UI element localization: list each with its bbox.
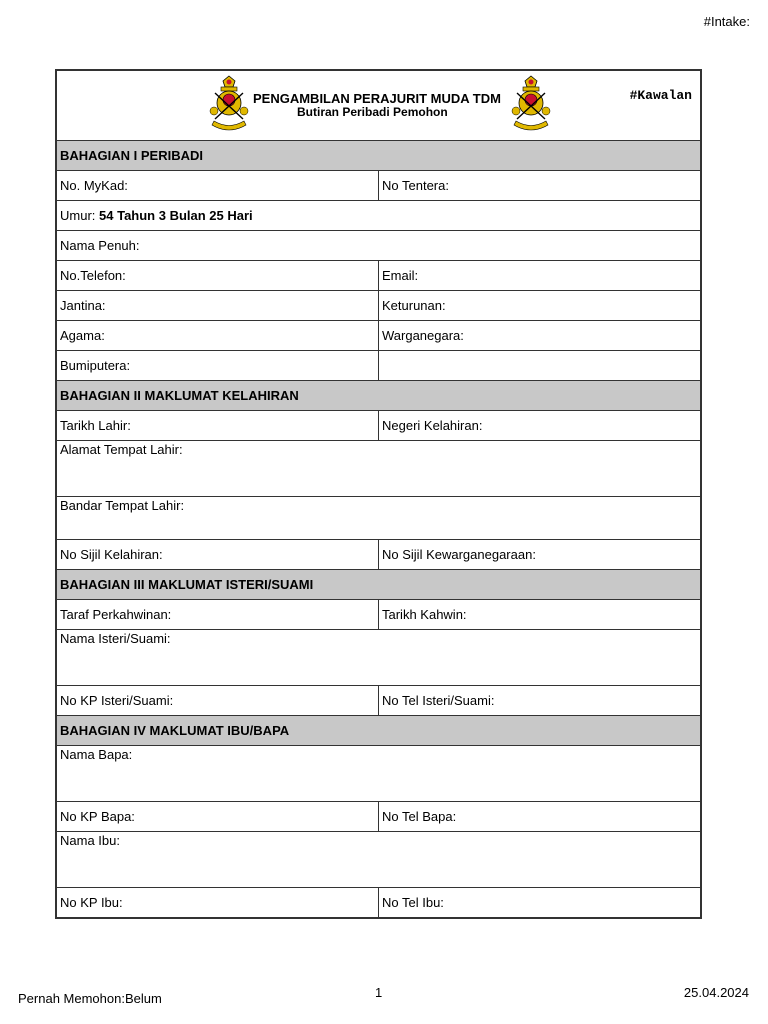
section-header-isteri-suami <box>57 570 700 600</box>
umur-value: 54 Tahun 3 Bulan 25 Hari <box>99 208 253 223</box>
army-crest-icon <box>510 75 552 137</box>
form-row <box>57 686 700 716</box>
form-subtitle: Butiran Peribadi Pemohon <box>297 105 448 119</box>
application-form <box>55 69 702 919</box>
print-date: 25.04.2024 <box>683 985 749 1000</box>
agama-field: Agama: <box>57 321 379 350</box>
form-row <box>57 321 700 351</box>
form-title: PENGAMBILAN PERAJURIT MUDA TDM <box>253 91 501 106</box>
form-row <box>57 261 700 291</box>
tarikh-lahir-field: Tarikh Lahir: <box>57 411 379 440</box>
taraf-perkahwinan-field: Taraf Perkahwinan: <box>57 600 379 629</box>
email-field: Email: <box>382 268 419 283</box>
mykad-field: No. MyKad: <box>57 171 379 200</box>
tel-isteri-suami-field: No Tel Isteri/Suami: <box>382 693 495 708</box>
section-header-ibu-bapa <box>57 716 700 746</box>
page-number: 1 <box>375 985 383 1000</box>
no-tentera-field: No Tentera: <box>382 178 449 193</box>
pernah-memohon-status: Pernah Memohon:Belum <box>18 991 162 1006</box>
keturunan-field: Keturunan: <box>382 298 446 313</box>
section-header-kelahiran <box>57 381 700 411</box>
tel-ibu-field: No Tel Ibu: <box>382 895 444 910</box>
form-row <box>57 231 700 261</box>
form-row <box>57 411 700 441</box>
form-row <box>57 291 700 321</box>
kp-isteri-suami-field: No KP Isteri/Suami: <box>57 686 379 715</box>
tel-bapa-field: No Tel Bapa: <box>382 809 457 824</box>
form-row <box>57 441 700 497</box>
kp-bapa-field: No KP Bapa: <box>57 802 379 831</box>
form-header <box>57 71 700 141</box>
section-header-peribadi <box>57 141 700 171</box>
army-crest-icon <box>208 75 250 137</box>
kp-ibu-field: No KP Ibu: <box>57 888 379 917</box>
telefon-field: No.Telefon: <box>57 261 379 290</box>
form-row <box>57 600 700 630</box>
sijil-kelahiran-field: No Sijil Kelahiran: <box>57 540 379 569</box>
nama-penuh-field: Nama Penuh: <box>60 238 140 253</box>
tarikh-kahwin-field: Tarikh Kahwin: <box>382 607 467 622</box>
umur-label: Umur: <box>60 208 96 223</box>
umur-field <box>57 201 700 230</box>
section-title: BAHAGIAN II MAKLUMAT KELAHIRAN <box>60 388 299 403</box>
form-row <box>57 630 700 686</box>
form-row <box>57 832 700 888</box>
section-title: BAHAGIAN III MAKLUMAT ISTERI/SUAMI <box>60 577 314 592</box>
form-row <box>57 351 700 381</box>
intake-label: #Intake: <box>703 14 750 29</box>
nama-isteri-suami-field: Nama Isteri/Suami: <box>60 631 171 646</box>
jantina-field: Jantina: <box>57 291 379 320</box>
sijil-kewarganegaraan-field: No Sijil Kewarganegaraan: <box>382 547 536 562</box>
form-row <box>57 888 700 917</box>
form-row <box>57 540 700 570</box>
alamat-tempat-lahir-field: Alamat Tempat Lahir: <box>60 442 183 457</box>
bumiputera-field: Bumiputera: <box>57 351 379 380</box>
kawalan-label: #Kawalan <box>629 88 692 103</box>
bandar-tempat-lahir-field: Bandar Tempat Lahir: <box>60 498 185 513</box>
section-title: BAHAGIAN I PERIBADI <box>60 148 204 163</box>
warganegara-field: Warganegara: <box>382 328 464 343</box>
nama-ibu-field: Nama Ibu: <box>60 833 120 848</box>
form-row <box>57 201 700 231</box>
empty-cell <box>379 351 700 380</box>
form-row <box>57 497 700 540</box>
form-row <box>57 746 700 802</box>
section-title: BAHAGIAN IV MAKLUMAT IBU/BAPA <box>60 723 290 738</box>
form-row <box>57 171 700 201</box>
form-row <box>57 802 700 832</box>
nama-bapa-field: Nama Bapa: <box>60 747 133 762</box>
negeri-kelahiran-field: Negeri Kelahiran: <box>382 418 483 433</box>
